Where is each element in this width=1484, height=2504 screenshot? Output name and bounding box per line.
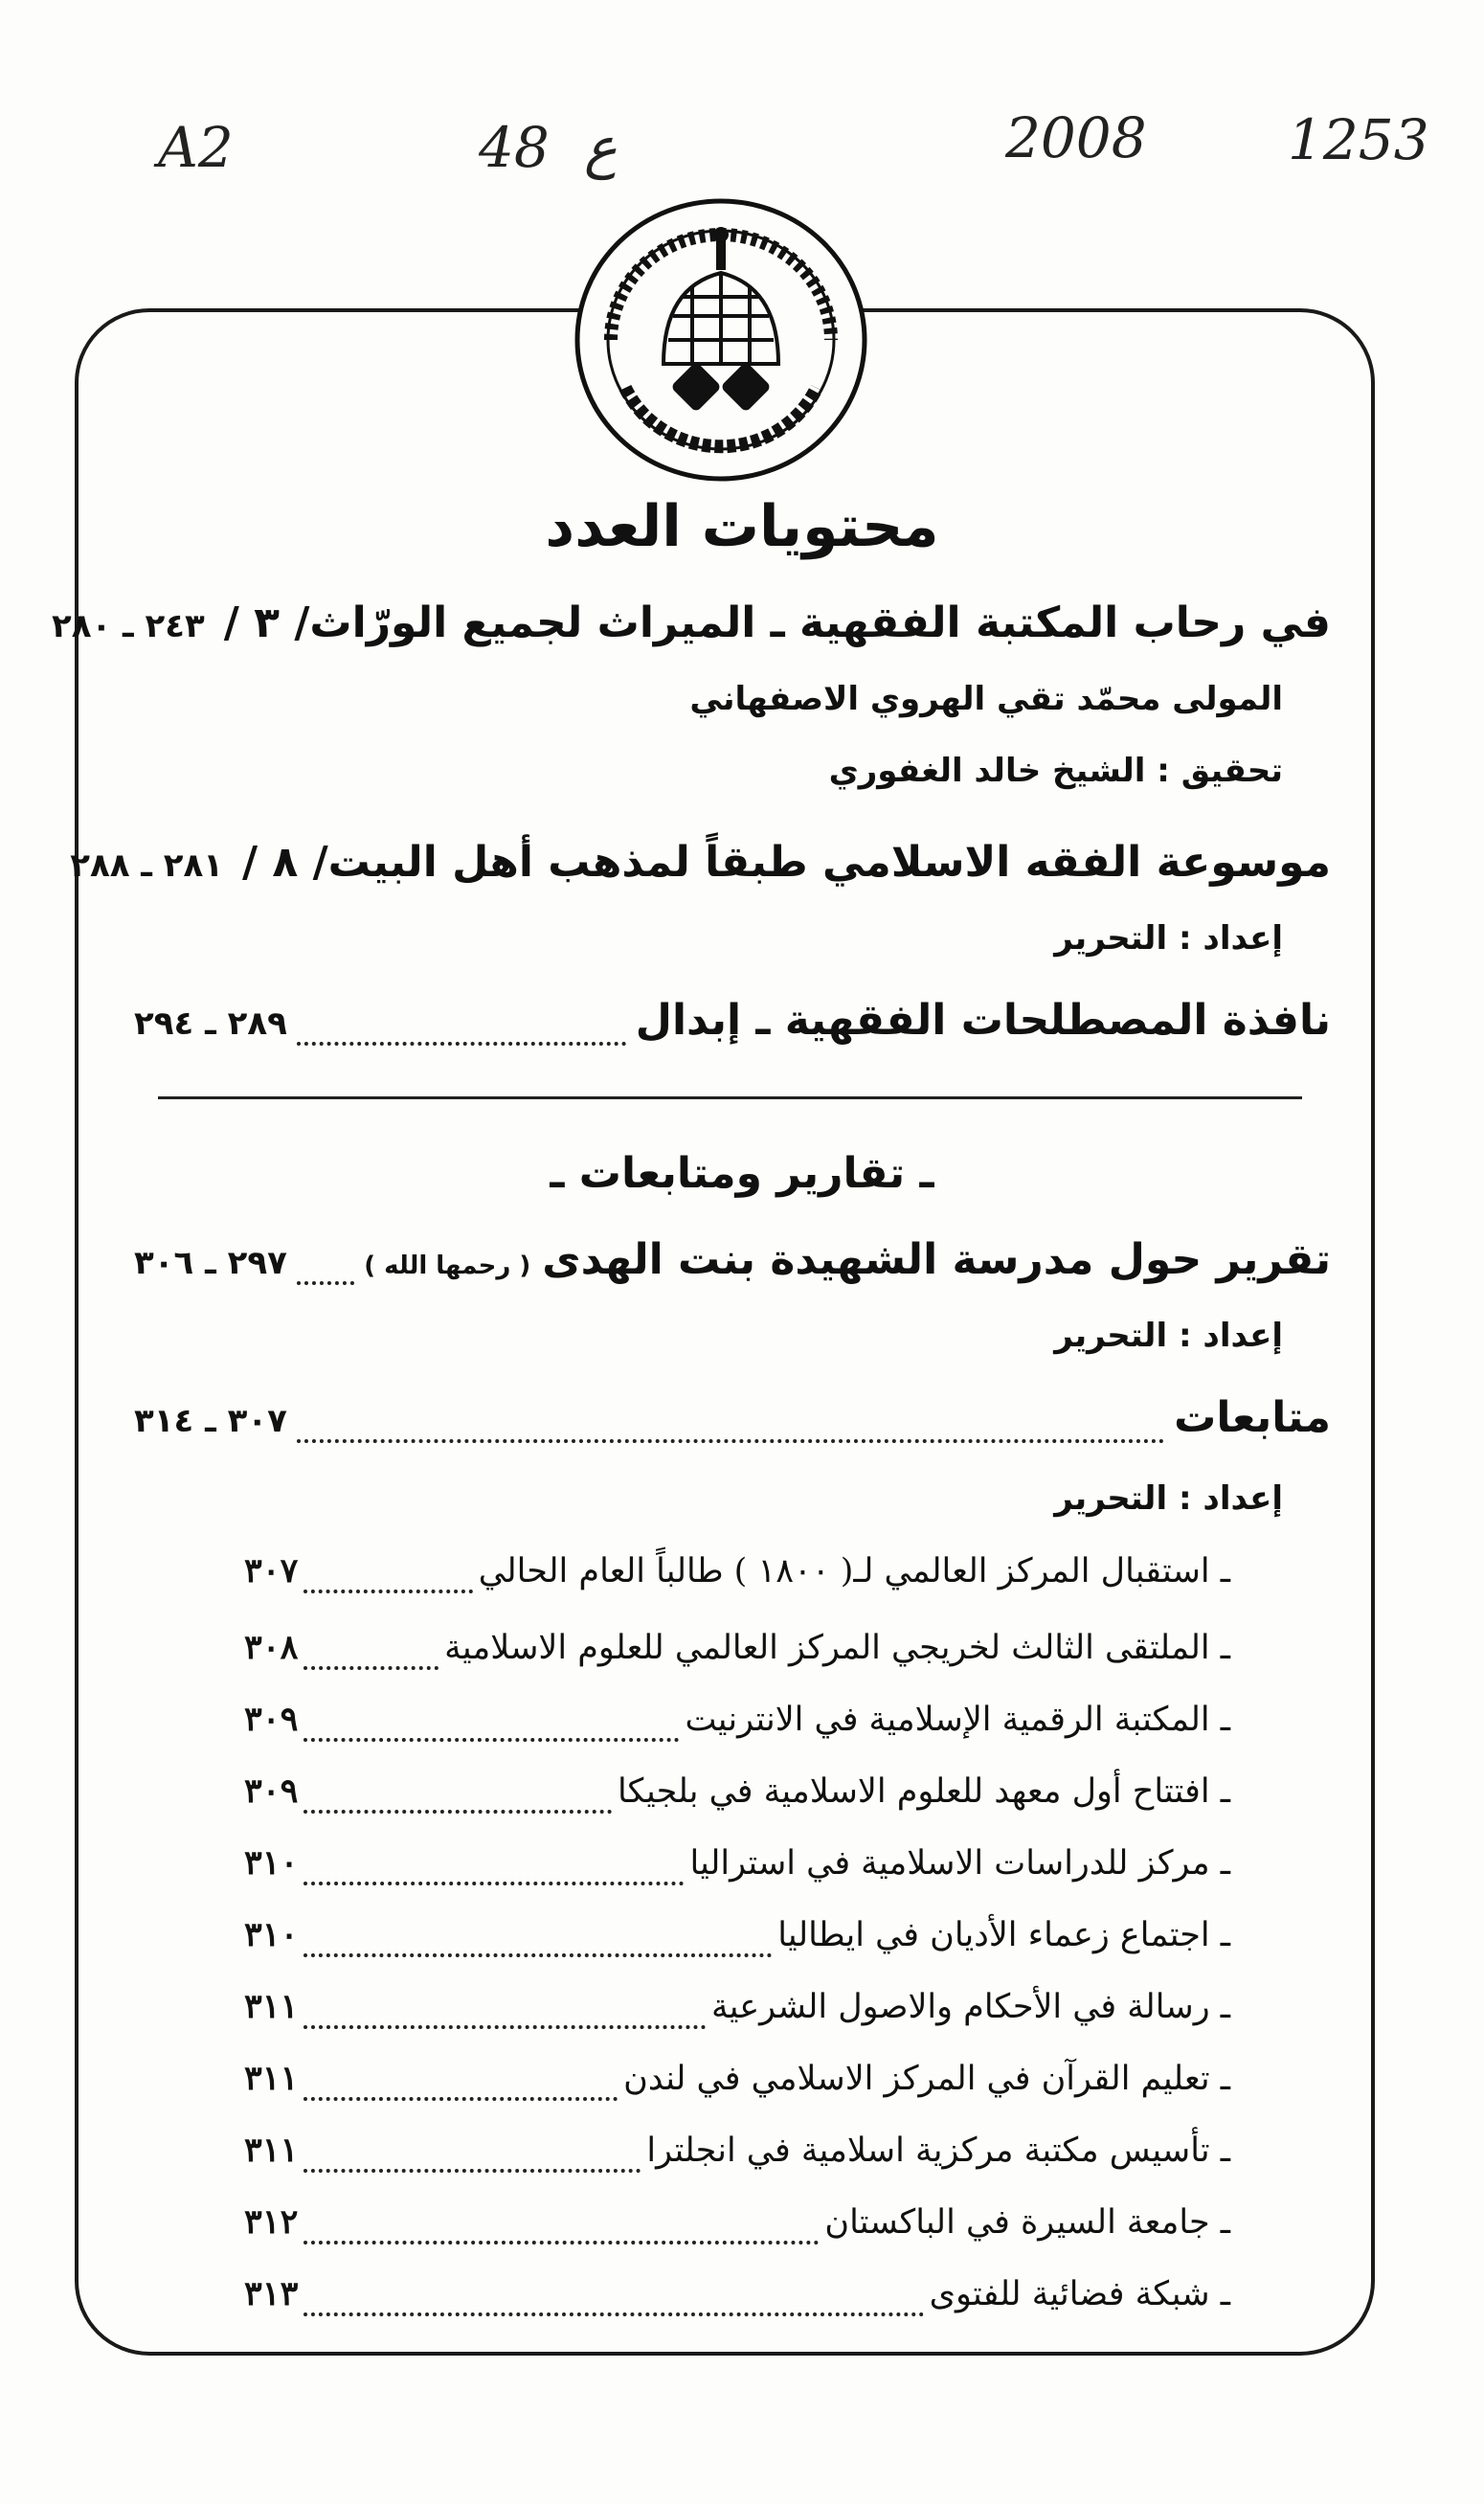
item-page: ٣١٠ — [244, 1843, 299, 1883]
entry-title: موسوعة الفقه الاسلامي طبقاً لمذهب أهل البيت/ ٨ / — [242, 838, 1331, 887]
entry-tahqiq: تحقيق : الشيخ خالد الغفوري — [828, 752, 1283, 790]
item-page: ٣١٠ — [244, 1915, 299, 1954]
leader-dots — [304, 1952, 772, 1957]
page-range: ٢٨٩ ـ ٢٩٤ — [134, 1004, 287, 1043]
leader-dots — [304, 2096, 618, 2101]
entry-title: في رحاب المكتبة الفقهية ـ الميراث لجميع الورّاث/ ٣ / — [223, 598, 1331, 647]
item-text: ـ المكتبة الرقمية الإسلامية في الانترنيت — [685, 1701, 1230, 1739]
page-range: ٢٤٣ ـ ٢٨٠ — [51, 607, 205, 645]
list-item — [244, 1628, 1230, 1683]
entry-edit: إعداد : التحرير — [1054, 1317, 1283, 1355]
item-page: ٣٠٩ — [244, 1700, 299, 1739]
page-title: محتويات العدد — [545, 493, 939, 560]
toc-entry — [134, 996, 1331, 1063]
leader-dots — [297, 1438, 1164, 1443]
handwritten-note-year: 2008 — [1005, 105, 1147, 170]
page-range: ٢٨١ ـ ٢٨٨ — [70, 846, 224, 885]
entry-edit: إعداد : التحرير — [1054, 1479, 1283, 1518]
handwritten-note-48: 48 — [479, 115, 550, 180]
item-page: ٣٠٨ — [244, 1628, 299, 1667]
item-page: ٣٠٩ — [244, 1771, 299, 1811]
item-text: ـ مركز للدراسات الاسلامية في استراليا — [689, 1844, 1230, 1883]
section-heading: ـ تقارير ومتابعات ـ — [550, 1149, 934, 1198]
list-item — [244, 1987, 1230, 2042]
toc-entry — [134, 1393, 1331, 1460]
leader-dots — [304, 1737, 679, 1742]
item-page: ٣١٣ — [244, 2274, 299, 2313]
handwritten-note-number: 1253 — [1288, 107, 1429, 172]
item-page: ٣٠٧ — [244, 1551, 299, 1590]
item-text: ـ اجتماع زعماء الأديان في ايطاليا — [777, 1916, 1230, 1954]
list-item — [244, 1843, 1230, 1899]
item-page: ٣١١ — [244, 2059, 299, 2098]
item-page: ٣١١ — [244, 1987, 299, 2026]
leader-dots — [304, 2168, 641, 2173]
leader-dots — [304, 1809, 612, 1814]
item-text: ـ الملتقى الثالث لخريجي المركز العالمي للعلوم الاسلامية — [444, 1629, 1230, 1667]
entry-author: المولى محمّد تقي الهروي الاصفهاني — [689, 680, 1283, 718]
item-page: ٣١١ — [244, 2131, 299, 2170]
item-text: ـ شبكة فضائية للفتوى — [929, 2275, 1230, 2313]
leader-dots — [304, 2240, 819, 2245]
handwritten-note-a2: A2 — [158, 115, 234, 180]
toc-entry — [51, 598, 1331, 665]
item-text: ـ تأسيس مكتبة مركزية اسلامية في انجلترا — [646, 2132, 1230, 2170]
handwritten-note-ain: ع — [584, 115, 618, 180]
item-text: ـ رسالة في الأحكام والاصول الشرعية — [710, 1988, 1230, 2026]
toc-entry — [134, 1235, 1331, 1302]
leader-dots — [297, 1041, 626, 1046]
leader-dots — [304, 1589, 472, 1593]
item-text: ـ تعليم القرآن في المركز الاسلامي في لندن — [623, 2060, 1230, 2098]
page-range: ٣٠٧ ـ ٣١٤ — [134, 1402, 287, 1440]
leader-dots — [304, 2312, 923, 2316]
divider — [158, 1096, 1302, 1099]
item-text: ـ افتتاح أول معهد للعلوم الاسلامية في بلجيكا — [618, 1772, 1230, 1811]
list-item — [244, 2059, 1230, 2114]
entry-title: متابعات — [1174, 1393, 1331, 1442]
item-page: ٣١٢ — [244, 2202, 299, 2242]
list-item — [244, 1700, 1230, 1755]
item-text: ـ جامعة السيرة في الباكستان — [824, 2203, 1230, 2242]
page-range: ٢٩٧ ـ ٣٠٦ — [134, 1244, 287, 1282]
entry-edit: إعداد : التحرير — [1054, 919, 1283, 958]
leader-dots — [304, 2024, 706, 2029]
entry-note: ( رحمها الله ) — [364, 1252, 531, 1280]
list-item — [244, 1915, 1230, 1971]
leader-dots — [304, 1665, 438, 1670]
leader-dots — [297, 1280, 354, 1285]
item-text: ـ استقبال المركز العالمي لـ( ١٨٠٠ ) طالباً العام الحالي — [478, 1552, 1230, 1590]
seal-logo — [573, 196, 869, 484]
entry-title: نافذة المصطلحات الفقهية ـ إبدال — [635, 996, 1331, 1045]
entry-title: تقرير حول مدرسة الشهيدة بنت الهدى — [542, 1235, 1331, 1284]
toc-entry — [70, 838, 1331, 905]
list-item — [244, 2202, 1230, 2258]
list-item — [244, 2274, 1230, 2330]
list-item — [244, 1551, 1230, 1607]
list-item — [244, 1771, 1230, 1827]
leader-dots — [304, 1881, 684, 1885]
list-item — [244, 2131, 1230, 2186]
